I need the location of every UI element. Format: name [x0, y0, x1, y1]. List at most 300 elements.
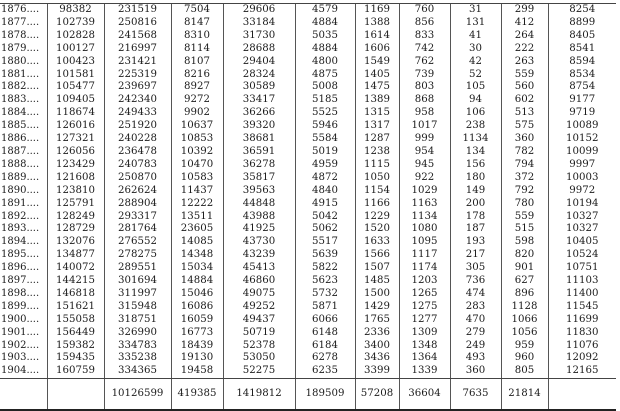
table-cell: 156449 [47, 327, 104, 340]
table-cell: 38681 [223, 133, 295, 146]
table-cell: 49437 [223, 314, 295, 327]
table-cell: 126016 [47, 120, 104, 133]
table-cell: 101581 [47, 69, 104, 82]
table-cell: 193 [450, 236, 501, 249]
table-cell: 5732 [295, 288, 355, 301]
table-cell: 121608 [47, 172, 104, 185]
table-cell: 1174 [399, 262, 450, 275]
table-row [0, 120, 616, 133]
table-cell: 559 [501, 69, 548, 82]
year-label: 1902.... [1, 339, 40, 351]
year-label: 1887.... [1, 145, 40, 157]
table-cell: 200 [450, 198, 501, 211]
table-cell: 372 [501, 172, 548, 185]
table-row [0, 301, 616, 314]
table-cell: 1765 [355, 314, 399, 327]
table-cell: 602 [501, 94, 548, 107]
table-cell: 30 [450, 43, 501, 56]
table-cell: 1017 [399, 120, 450, 133]
table-cell: 7504 [171, 4, 223, 17]
table-cell: 1265 [399, 288, 450, 301]
table-cell: 10405 [548, 236, 616, 249]
table-cell: 288904 [104, 198, 171, 211]
table-cell: 29404 [223, 56, 295, 69]
table-cell: 4959 [295, 159, 355, 172]
table-row [0, 327, 616, 340]
table-cell: 1614 [355, 30, 399, 43]
year-label: 1877.... [1, 16, 40, 28]
table-cell: 283 [450, 301, 501, 314]
table-cell: 16773 [171, 327, 223, 340]
table-cell: 36591 [223, 146, 295, 159]
table-cell: 28688 [223, 43, 295, 56]
table-cell: 5639 [295, 249, 355, 262]
table-cell: 2336 [355, 327, 399, 340]
table-cell: 8254 [548, 4, 616, 17]
table-cell: 4884 [295, 17, 355, 30]
table-cell: 160759 [47, 365, 104, 378]
table-cell: 493 [450, 352, 501, 365]
table-cell: 39320 [223, 120, 295, 133]
table-cell: 1056 [501, 327, 548, 340]
table-cell: 238 [450, 120, 501, 133]
table-cell: 155058 [47, 314, 104, 327]
table-cell: 9902 [171, 107, 223, 120]
table-cell: 44848 [223, 198, 295, 211]
table-cell: 360 [450, 365, 501, 378]
table-cell: 10751 [548, 262, 616, 275]
table-cell: 187 [450, 223, 501, 236]
table-cell: 1275 [399, 301, 450, 314]
year-label: 1890.... [1, 184, 40, 196]
table-row [0, 288, 616, 301]
table-cell: 12165 [548, 365, 616, 378]
table-cell: 9972 [548, 185, 616, 198]
table-cell: 5871 [295, 301, 355, 314]
table-cell: 151621 [47, 301, 104, 314]
table-cell: 102828 [47, 30, 104, 43]
year-label: 1900.... [1, 313, 40, 325]
table-row [0, 365, 616, 378]
table-cell: 1500 [355, 288, 399, 301]
table-cell: 513 [501, 107, 548, 120]
table-cell: 13511 [171, 211, 223, 224]
table-cell: 278275 [104, 249, 171, 262]
table-cell: 1128 [501, 301, 548, 314]
totals-cell: 57208 [355, 379, 399, 411]
table-row [0, 159, 616, 172]
table-cell: 250816 [104, 17, 171, 30]
table-cell: 1029 [399, 185, 450, 198]
table-cell: 1229 [355, 211, 399, 224]
table-cell: 140072 [47, 262, 104, 275]
year-label: 1893.... [1, 223, 40, 235]
table-cell: 43730 [223, 236, 295, 249]
table-cell: 959 [501, 340, 548, 353]
year-label: 1886.... [1, 133, 40, 145]
table-cell: 4579 [295, 4, 355, 17]
table-cell: 10470 [171, 159, 223, 172]
table-row [0, 69, 616, 82]
table-cell: 19130 [171, 352, 223, 365]
table-cell: 334783 [104, 340, 171, 353]
table-cell: 216997 [104, 43, 171, 56]
table-cell: 1134 [399, 211, 450, 224]
table-cell: 249 [450, 340, 501, 353]
table-cell: 5019 [295, 146, 355, 159]
table-cell: 11699 [548, 314, 616, 327]
table-cell: 125791 [47, 198, 104, 211]
table-cell: 1095 [399, 236, 450, 249]
table-cell: 262624 [104, 185, 171, 198]
table-row [0, 340, 616, 353]
table-row [0, 198, 616, 211]
table-cell: 102739 [47, 17, 104, 30]
table-cell: 412 [501, 17, 548, 30]
table-cell: 760 [399, 4, 450, 17]
year-label: 1881.... [1, 68, 40, 80]
table-row [0, 314, 616, 327]
table-cell: 820 [501, 249, 548, 262]
table-cell: 1238 [355, 146, 399, 159]
totals-cell-blank [47, 379, 104, 411]
table-cell: 14884 [171, 275, 223, 288]
table-cell: 134 [450, 146, 501, 159]
year-label: 1878.... [1, 29, 40, 41]
table-cell: 3400 [355, 340, 399, 353]
table-cell: 127321 [47, 133, 104, 146]
table-cell: 1606 [355, 43, 399, 56]
table-cell: 33184 [223, 17, 295, 30]
totals-row [0, 379, 616, 411]
table-cell: 222 [501, 43, 548, 56]
table-cell: 10853 [171, 133, 223, 146]
table-cell: 315948 [104, 301, 171, 314]
table-cell: 159382 [47, 340, 104, 353]
year-label: 1882.... [1, 81, 40, 93]
table-cell: 28324 [223, 69, 295, 82]
table-cell: 318751 [104, 314, 171, 327]
table-cell: 134877 [47, 249, 104, 262]
table-cell: 901 [501, 262, 548, 275]
table-cell: 100127 [47, 43, 104, 56]
table-cell: 9177 [548, 94, 616, 107]
table-cell: 8107 [171, 56, 223, 69]
year-label: 1879.... [1, 42, 40, 54]
table-cell: 954 [399, 146, 450, 159]
table-cell: 178 [450, 211, 501, 224]
table-cell: 8147 [171, 17, 223, 30]
table-cell: 1117 [399, 249, 450, 262]
totals-cell: 7635 [450, 379, 501, 411]
table-cell: 49252 [223, 301, 295, 314]
table-cell: 118674 [47, 107, 104, 120]
table-row [0, 352, 616, 365]
year-label: 1903.... [1, 352, 40, 364]
table-cell: 11545 [548, 301, 616, 314]
table-cell: 10583 [171, 172, 223, 185]
table-cell: 5946 [295, 120, 355, 133]
table-cell: 16059 [171, 314, 223, 327]
table-cell: 12222 [171, 198, 223, 211]
table-cell: 335238 [104, 352, 171, 365]
table-cell: 1277 [399, 314, 450, 327]
table-cell: 896 [501, 288, 548, 301]
table-cell: 1549 [355, 56, 399, 69]
table-row [0, 185, 616, 198]
table-cell: 1364 [399, 352, 450, 365]
table-cell: 4915 [295, 198, 355, 211]
table-cell: 8405 [548, 30, 616, 43]
table-cell: 128729 [47, 223, 104, 236]
table-row [0, 94, 616, 107]
table-cell: 1348 [399, 340, 450, 353]
table-cell: 45413 [223, 262, 295, 275]
table-cell: 236478 [104, 146, 171, 159]
year-label: 1889.... [1, 171, 40, 183]
table-cell: 240228 [104, 133, 171, 146]
table-cell: 945 [399, 159, 450, 172]
table-cell: 11830 [548, 327, 616, 340]
table-cell: 301694 [104, 275, 171, 288]
table-cell: 1405 [355, 69, 399, 82]
table-cell: 1429 [355, 301, 399, 314]
table-cell: 1050 [355, 172, 399, 185]
table-cell: 1633 [355, 236, 399, 249]
table-cell: 575 [501, 120, 548, 133]
table-cell: 4872 [295, 172, 355, 185]
table-cell: 289551 [104, 262, 171, 275]
table-cell: 10194 [548, 198, 616, 211]
table-cell: 8594 [548, 56, 616, 69]
table-cell: 249433 [104, 107, 171, 120]
table-cell: 106 [450, 107, 501, 120]
table-cell: 30589 [223, 81, 295, 94]
table-cell: 35817 [223, 172, 295, 185]
table-cell: 742 [399, 43, 450, 56]
totals-label-blank [0, 379, 47, 411]
table-cell: 1339 [399, 365, 450, 378]
table-cell: 42 [450, 56, 501, 69]
table-row [0, 236, 616, 249]
table-cell: 739 [399, 69, 450, 82]
table-cell: 1507 [355, 262, 399, 275]
table-cell: 868 [399, 94, 450, 107]
table-cell: 1163 [399, 198, 450, 211]
table-cell: 94 [450, 94, 501, 107]
year-label: 1896.... [1, 262, 40, 274]
table-cell: 19458 [171, 365, 223, 378]
table-cell: 231421 [104, 56, 171, 69]
table-cell: 31 [450, 4, 501, 17]
table-cell: 560 [501, 81, 548, 94]
table-cell: 242340 [104, 94, 171, 107]
table-cell: 792 [501, 185, 548, 198]
table-cell: 5035 [295, 30, 355, 43]
table-cell: 10152 [548, 133, 616, 146]
table-cell: 16086 [171, 301, 223, 314]
table-cell: 8216 [171, 69, 223, 82]
year-label: 1888.... [1, 158, 40, 170]
year-label: 1880.... [1, 55, 40, 67]
table-cell: 46860 [223, 275, 295, 288]
table-row [0, 223, 616, 236]
table-cell: 50719 [223, 327, 295, 340]
table-cell: 958 [399, 107, 450, 120]
table-cell: 9719 [548, 107, 616, 120]
year-label: 1898.... [1, 287, 40, 299]
table-cell: 5008 [295, 81, 355, 94]
table-cell: 856 [399, 17, 450, 30]
table-cell: 43239 [223, 249, 295, 262]
table-cell: 33417 [223, 94, 295, 107]
table-cell: 803 [399, 81, 450, 94]
table-row [0, 81, 616, 94]
table-cell: 8541 [548, 43, 616, 56]
table-cell: 833 [399, 30, 450, 43]
table-cell: 559 [501, 211, 548, 224]
table-cell: 41925 [223, 223, 295, 236]
table-cell: 180 [450, 172, 501, 185]
table-cell: 360 [501, 133, 548, 146]
table-cell: 128249 [47, 211, 104, 224]
year-label: 1883.... [1, 94, 40, 106]
table-cell: 4800 [295, 56, 355, 69]
table-cell: 8310 [171, 30, 223, 43]
table-cell: 52275 [223, 365, 295, 378]
totals-cell-blank [548, 379, 616, 411]
table-row [0, 133, 616, 146]
table-cell: 1315 [355, 107, 399, 120]
table-cell: 14348 [171, 249, 223, 262]
table-cell: 1388 [355, 17, 399, 30]
table-cell: 14085 [171, 236, 223, 249]
table-cell: 12092 [548, 352, 616, 365]
table-cell: 105 [450, 81, 501, 94]
table-cell: 263 [501, 56, 548, 69]
table-cell: 299 [501, 4, 548, 17]
table-cell: 36278 [223, 159, 295, 172]
table-cell: 515 [501, 223, 548, 236]
table-cell: 762 [399, 56, 450, 69]
table-cell: 281764 [104, 223, 171, 236]
table-cell: 241568 [104, 30, 171, 43]
table-cell: 123810 [47, 185, 104, 198]
table-cell: 105477 [47, 81, 104, 94]
table-cell: 225319 [104, 69, 171, 82]
table-cell: 5525 [295, 107, 355, 120]
table-cell: 8899 [548, 17, 616, 30]
table-cell: 43988 [223, 211, 295, 224]
table-cell: 10637 [171, 120, 223, 133]
table-cell: 149 [450, 185, 501, 198]
table-cell: 1566 [355, 249, 399, 262]
table-cell: 334365 [104, 365, 171, 378]
table-cell: 311997 [104, 288, 171, 301]
table-cell: 41 [450, 30, 501, 43]
table-cell: 8927 [171, 81, 223, 94]
table-cell: 1080 [399, 223, 450, 236]
table-cell: 8114 [171, 43, 223, 56]
table-cell: 239697 [104, 81, 171, 94]
table-cell: 98382 [47, 4, 104, 17]
table-cell: 3399 [355, 365, 399, 378]
table-row [0, 4, 616, 17]
table-cell: 6278 [295, 352, 355, 365]
table-cell: 10099 [548, 146, 616, 159]
table-row [0, 107, 616, 120]
table-cell: 598 [501, 236, 548, 249]
table-cell: 5185 [295, 94, 355, 107]
year-label: 1895.... [1, 249, 40, 261]
table-cell: 782 [501, 146, 548, 159]
table-row [0, 146, 616, 159]
year-label: 1899.... [1, 300, 40, 312]
table-cell: 1389 [355, 94, 399, 107]
table-cell: 53050 [223, 352, 295, 365]
table-cell: 10327 [548, 223, 616, 236]
table-cell: 132076 [47, 236, 104, 249]
table-row [0, 262, 616, 275]
table-cell: 5623 [295, 275, 355, 288]
totals-cell: 10126599 [104, 379, 171, 411]
table-cell: 264 [501, 30, 548, 43]
table-cell: 6184 [295, 340, 355, 353]
table-cell: 10524 [548, 249, 616, 262]
table-cell: 960 [501, 352, 548, 365]
year-label: 1897.... [1, 275, 40, 287]
table-cell: 8534 [548, 69, 616, 82]
table-cell: 18439 [171, 340, 223, 353]
table-row [0, 172, 616, 185]
table-cell: 1475 [355, 81, 399, 94]
table-cell: 11437 [171, 185, 223, 198]
table-cell: 5062 [295, 223, 355, 236]
table-cell: 29606 [223, 4, 295, 17]
table-cell: 999 [399, 133, 450, 146]
table-cell: 305 [450, 262, 501, 275]
table-row [0, 211, 616, 224]
table-cell: 131 [450, 17, 501, 30]
table-cell: 9272 [171, 94, 223, 107]
year-label: 1884.... [1, 107, 40, 119]
table-cell: 736 [450, 275, 501, 288]
table-cell: 156 [450, 159, 501, 172]
year-label: 1894.... [1, 236, 40, 248]
table-cell: 1309 [399, 327, 450, 340]
table-row [0, 275, 616, 288]
table-cell: 36266 [223, 107, 295, 120]
table-cell: 6148 [295, 327, 355, 340]
table-cell: 11103 [548, 275, 616, 288]
table-cell: 9997 [548, 159, 616, 172]
table-cell: 15034 [171, 262, 223, 275]
table-cell: 144215 [47, 275, 104, 288]
table-cell: 1317 [355, 120, 399, 133]
table-cell: 52378 [223, 340, 295, 353]
table-cell: 627 [501, 275, 548, 288]
table-row [0, 17, 616, 30]
table-cell: 4840 [295, 185, 355, 198]
table-cell: 1154 [355, 185, 399, 198]
table-cell: 5822 [295, 262, 355, 275]
table-cell: 159435 [47, 352, 104, 365]
year-label: 1892.... [1, 210, 40, 222]
table-cell: 922 [399, 172, 450, 185]
table-cell: 5517 [295, 236, 355, 249]
table-row [0, 43, 616, 56]
table-cell: 109405 [47, 94, 104, 107]
